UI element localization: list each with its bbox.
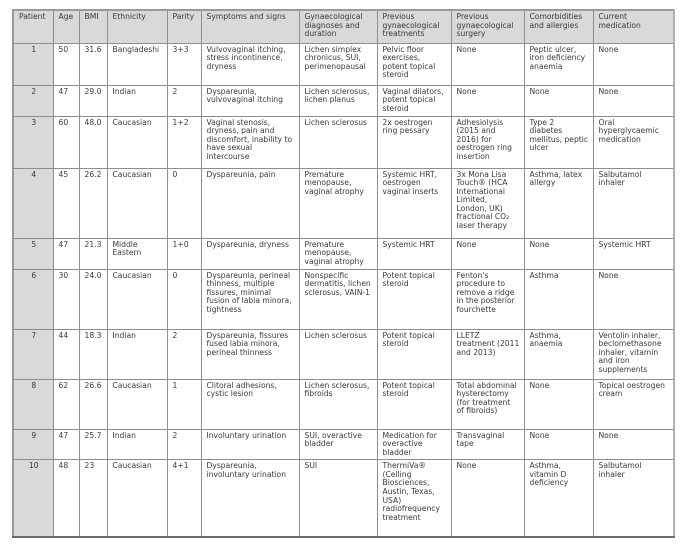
header-medication: Current medication <box>593 10 674 43</box>
cell-symptoms: Involuntary urination <box>201 429 299 460</box>
table-row <box>13 43 674 85</box>
cell-bmi: 26.2 <box>79 168 107 238</box>
header-diagnoses: Gynaecological diagnoses and duration <box>299 10 377 43</box>
cell-surgery: None <box>451 460 524 537</box>
cell-age: 50 <box>53 43 79 85</box>
cell-bmi: 24.0 <box>79 269 107 329</box>
cell-comorbidities: None <box>524 379 593 429</box>
cell-diagnoses: Nonspecific dermatitis, lichen sclerosus, VAIN-1 <box>299 269 377 329</box>
cell-treatments: Systemic HRT <box>377 238 451 269</box>
table-row <box>13 429 674 460</box>
header-ethnicity: Ethnicity <box>107 10 167 43</box>
cell-diagnoses: Lichen sclerosus <box>299 329 377 379</box>
cell-comorbidities: Peptic ulcer, iron deficiency anaemia <box>524 43 593 85</box>
cell-patient: 10 <box>13 460 53 537</box>
cell-treatments: Potent topical steroid <box>377 379 451 429</box>
table-row <box>13 85 674 116</box>
header-bmi: BMI <box>79 10 107 43</box>
table-row <box>13 116 674 168</box>
cell-surgery: None <box>451 85 524 116</box>
header-row <box>13 10 674 43</box>
cell-age: 47 <box>53 85 79 116</box>
cell-symptoms: Clitoral adhesions, cystic lesion <box>201 379 299 429</box>
cell-age: 45 <box>53 168 79 238</box>
cell-ethnicity: Bangladeshi <box>107 43 167 85</box>
cell-ethnicity: Caucasian <box>107 379 167 429</box>
cell-ethnicity: Indian <box>107 85 167 116</box>
cell-diagnoses: SUI <box>299 460 377 537</box>
cell-treatments: Systemic HRT, oestrogen vaginal inserts <box>377 168 451 238</box>
cell-surgery: 3x Mona Lisa Touch® (HCA International Limited, London, UK) fractional CO₂ laser therapy <box>451 168 524 238</box>
cell-diagnoses: Lichen sclerosus <box>299 116 377 168</box>
header-symptoms: Symptoms and signs <box>201 10 299 43</box>
cell-ethnicity: Caucasian <box>107 168 167 238</box>
cell-medication: Oral hyperglycaemic medication <box>593 116 674 168</box>
table-body <box>13 43 674 537</box>
cell-parity: 0 <box>167 269 201 329</box>
cell-symptoms: Vaginal stenosis, dryness, pain and discomfort, inability to have sexual intercourse <box>201 116 299 168</box>
cell-symptoms: Dyspareunia, dryness <box>201 238 299 269</box>
cell-comorbidities: Asthma, latex allergy <box>524 168 593 238</box>
cell-bmi: 26.6 <box>79 379 107 429</box>
cell-parity: 0 <box>167 168 201 238</box>
cell-ethnicity: Caucasian <box>107 269 167 329</box>
cell-parity: 1 <box>167 379 201 429</box>
table-row <box>13 269 674 329</box>
cell-patient: 6 <box>13 269 53 329</box>
cell-surgery: Transvaginal tape <box>451 429 524 460</box>
cell-bmi: 23 <box>79 460 107 537</box>
cell-diagnoses: Premature menopause, vaginal atrophy <box>299 238 377 269</box>
cell-bmi: 48.0 <box>79 116 107 168</box>
cell-diagnoses: SUI, overactive bladder <box>299 429 377 460</box>
cell-medication: Salbutamol inhaler <box>593 460 674 537</box>
cell-age: 60 <box>53 116 79 168</box>
cell-age: 62 <box>53 379 79 429</box>
header-treatments: Previous gynaecological treatments <box>377 10 451 43</box>
cell-medication: Systemic HRT <box>593 238 674 269</box>
cell-ethnicity: Caucasian <box>107 460 167 537</box>
cell-medication: Ventolin inhaler, beclomethasone inhaler, vitamin and iron supplements <box>593 329 674 379</box>
table-row <box>13 379 674 429</box>
cell-bmi: 21.3 <box>79 238 107 269</box>
cell-treatments: ThermiVa® (Celling Biosciences, Austin, Texas, USA) radiofrequency treatment <box>377 460 451 537</box>
cell-patient: 8 <box>13 379 53 429</box>
cell-medication: None <box>593 43 674 85</box>
cell-ethnicity: Indian <box>107 329 167 379</box>
cell-comorbidities: Asthma, vitamin D deficiency <box>524 460 593 537</box>
cell-ethnicity: Indian <box>107 429 167 460</box>
cell-medication: Topical oestrogen cream <box>593 379 674 429</box>
cell-symptoms: Dyspareunia, vulvovaginal itching <box>201 85 299 116</box>
cell-comorbidities: Asthma, anaemia <box>524 329 593 379</box>
cell-parity: 1+0 <box>167 238 201 269</box>
cell-age: 48 <box>53 460 79 537</box>
cell-medication: None <box>593 429 674 460</box>
cell-medication: Salbutamol inhaler <box>593 168 674 238</box>
cell-comorbidities: None <box>524 85 593 116</box>
table-row <box>13 168 674 238</box>
cell-diagnoses: Premature menopause, vaginal atrophy <box>299 168 377 238</box>
table-row <box>13 238 674 269</box>
cell-treatments: Potent topical steroid <box>377 269 451 329</box>
table-row <box>13 460 674 537</box>
cell-symptoms: Dyspareunia, involuntary urination <box>201 460 299 537</box>
cell-parity: 1+2 <box>167 116 201 168</box>
cell-surgery: Total abdominal hysterectomy (for treatment of fibroids) <box>451 379 524 429</box>
cell-comorbidities: Type 2 diabetes mellitus, peptic ulcer <box>524 116 593 168</box>
header-surgery: Previous gynaecological surgery <box>451 10 524 43</box>
cell-diagnoses: Lichen sclerosus, fibroids <box>299 379 377 429</box>
cell-surgery: Fenton's procedure to remove a ridge in the posterior fourchette <box>451 269 524 329</box>
cell-age: 30 <box>53 269 79 329</box>
cell-treatments: Medication for overactive bladder <box>377 429 451 460</box>
cell-bmi: 31.6 <box>79 43 107 85</box>
cell-parity: 2 <box>167 329 201 379</box>
cell-diagnoses: Lichen sclerosus, lichen planus <box>299 85 377 116</box>
patient-characteristics-table <box>12 9 675 538</box>
cell-age: 47 <box>53 429 79 460</box>
cell-patient: 3 <box>13 116 53 168</box>
cell-patient: 7 <box>13 329 53 379</box>
cell-medication: None <box>593 85 674 116</box>
cell-patient: 5 <box>13 238 53 269</box>
header-age: Age <box>53 10 79 43</box>
cell-surgery: None <box>451 43 524 85</box>
cell-patient: 4 <box>13 168 53 238</box>
cell-age: 44 <box>53 329 79 379</box>
cell-treatments: 2x oestrogen ring pessary <box>377 116 451 168</box>
cell-parity: 3+3 <box>167 43 201 85</box>
cell-patient: 9 <box>13 429 53 460</box>
cell-surgery: None <box>451 238 524 269</box>
cell-patient: 2 <box>13 85 53 116</box>
cell-parity: 2 <box>167 85 201 116</box>
cell-comorbidities: None <box>524 429 593 460</box>
cell-parity: 2 <box>167 429 201 460</box>
cell-symptoms: Dyspareunia, perineal thinness, multiple fissures, minimal fusion of labia minora, tightness <box>201 269 299 329</box>
cell-bmi: 29.0 <box>79 85 107 116</box>
cell-medication: None <box>593 269 674 329</box>
cell-comorbidities: Asthma <box>524 269 593 329</box>
cell-surgery: LLETZ treatment (2011 and 2013) <box>451 329 524 379</box>
cell-bmi: 18.3 <box>79 329 107 379</box>
cell-symptoms: Vulvovaginal itching, stress incontinence, dryness <box>201 43 299 85</box>
table-row <box>13 329 674 379</box>
cell-parity: 4+1 <box>167 460 201 537</box>
cell-patient: 1 <box>13 43 53 85</box>
cell-ethnicity: Caucasian <box>107 116 167 168</box>
header-patient: Patient <box>13 10 53 43</box>
cell-treatments: Potent topical steroid <box>377 329 451 379</box>
cell-treatments: Pelvic floor exercises, potent topical steroid <box>377 43 451 85</box>
cell-age: 47 <box>53 238 79 269</box>
cell-symptoms: Dyspareunia, fissures fused labia minora, perineal thinness <box>201 329 299 379</box>
header-parity: Parity <box>167 10 201 43</box>
cell-symptoms: Dyspareunia, pain <box>201 168 299 238</box>
cell-surgery: Adhesiolysis (2015 and 2016) for oestrogen ring insertion <box>451 116 524 168</box>
cell-bmi: 25.7 <box>79 429 107 460</box>
cell-diagnoses: Lichen simplex chronicus, SUI, perimenopausal <box>299 43 377 85</box>
cell-treatments: Vaginal dilators, potent topical steroid <box>377 85 451 116</box>
cell-comorbidities: None <box>524 238 593 269</box>
header-comorbidities: Comorbidities and allergies <box>524 10 593 43</box>
cell-ethnicity: Middle Eastern <box>107 238 167 269</box>
